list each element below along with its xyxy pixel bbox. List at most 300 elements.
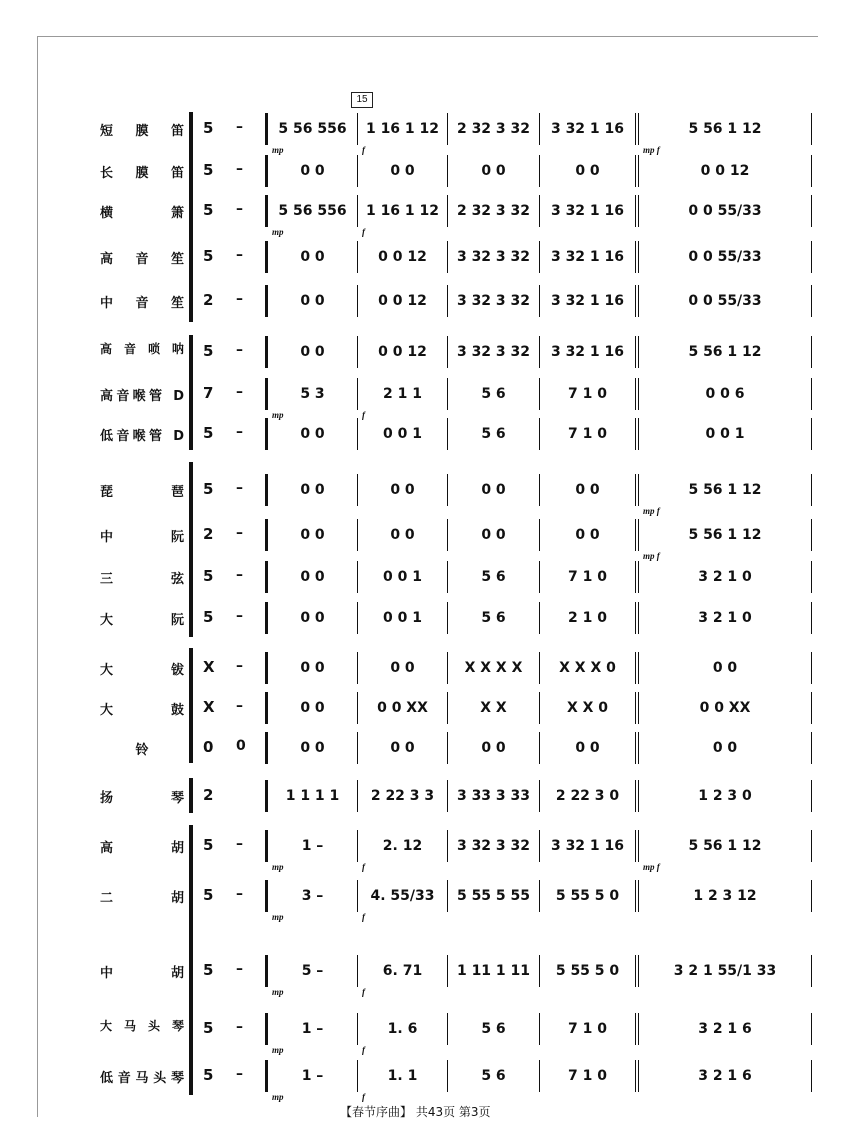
measure-notes: 0 0 bbox=[300, 249, 325, 265]
measure bbox=[539, 602, 635, 634]
measure-notes: 5 55 5 0 bbox=[555, 963, 620, 979]
measure-notes: 1 2 3 12 bbox=[693, 888, 757, 904]
measure-notes: 3 – bbox=[301, 888, 324, 904]
dynamic-marking: mp bbox=[272, 410, 284, 420]
key-note: 0 bbox=[203, 738, 214, 756]
measure-notes: 0 0 bbox=[300, 482, 325, 498]
measure bbox=[539, 418, 635, 450]
measure-notes: X X X 0 bbox=[559, 660, 616, 676]
measure-notes: 7 1 0 bbox=[568, 1068, 607, 1084]
measure bbox=[265, 474, 357, 506]
measure-notes: 0 0 12 bbox=[378, 344, 427, 360]
measure bbox=[447, 519, 539, 551]
measures bbox=[265, 652, 812, 684]
instrument-name: 短 膜 笛 bbox=[100, 124, 184, 139]
measure bbox=[357, 241, 447, 273]
measure-notes: 2 1 0 bbox=[568, 610, 607, 626]
measure bbox=[265, 780, 357, 812]
measure bbox=[635, 474, 812, 516]
measure-notes: 5 56 1 12 bbox=[688, 482, 762, 498]
measure-notes: X X bbox=[480, 700, 507, 716]
measure bbox=[265, 602, 357, 634]
measure-notes: 4. 55/33 bbox=[370, 888, 435, 904]
measure bbox=[357, 1013, 447, 1055]
measure-notes: 0 0 55/33 bbox=[688, 203, 762, 219]
measure-notes: 0 0 XX bbox=[377, 700, 428, 716]
measure-notes: 5 6 bbox=[481, 1068, 506, 1084]
instrument-name: 高 音 唢 呐 bbox=[100, 342, 184, 356]
rest-dash: – bbox=[236, 384, 243, 400]
measures bbox=[265, 113, 812, 155]
key-note: 5 bbox=[203, 342, 214, 360]
measure-notes: 2 22 3 3 bbox=[370, 788, 435, 804]
measure bbox=[265, 155, 357, 187]
rest-dash: – bbox=[236, 525, 243, 541]
measure bbox=[447, 285, 539, 317]
measure bbox=[539, 519, 635, 551]
measure-notes: 7 1 0 bbox=[568, 569, 607, 585]
measure bbox=[357, 285, 447, 317]
measure-notes: 3 2 1 0 bbox=[698, 610, 752, 626]
measure-notes: 2 22 3 0 bbox=[555, 788, 620, 804]
measure-notes: 2 1 1 bbox=[383, 386, 422, 402]
measures bbox=[265, 1013, 812, 1055]
instrument-name: 琵 琶 bbox=[100, 485, 184, 500]
measure-notes: 0 0 bbox=[481, 527, 506, 543]
measure-notes: 1 16 1 12 bbox=[365, 121, 440, 137]
instrument-name: 低音喉管 D bbox=[100, 429, 184, 444]
instrument-name: 大 马 头 琴 bbox=[100, 1019, 184, 1033]
dynamic-marking: f bbox=[362, 145, 365, 155]
measure bbox=[357, 732, 447, 764]
measure-notes: 0 0 bbox=[712, 740, 738, 756]
measure bbox=[539, 692, 635, 724]
rest-dash: – bbox=[236, 480, 243, 496]
measure-notes: 6. 71 bbox=[382, 963, 423, 979]
measure bbox=[265, 652, 357, 684]
measure bbox=[635, 652, 812, 684]
key-note: 5 bbox=[203, 567, 214, 585]
measures bbox=[265, 241, 812, 273]
measure-notes: 5 3 bbox=[300, 386, 325, 402]
measure-notes: 5 56 1 12 bbox=[688, 838, 762, 854]
instrument-name: 中 音 笙 bbox=[100, 296, 184, 311]
instrument-name: 高音喉管 D bbox=[100, 389, 184, 404]
instrument-name: 三 弦 bbox=[100, 572, 184, 587]
measure-notes: 0 0 bbox=[575, 527, 600, 543]
measure bbox=[635, 113, 812, 155]
measure-notes: 0 0 bbox=[481, 163, 506, 179]
measure-notes: 5 56 1 12 bbox=[688, 527, 762, 543]
measure-notes: 3 2 1 0 bbox=[698, 569, 752, 585]
measure bbox=[265, 692, 357, 724]
measure bbox=[539, 732, 635, 764]
rest-dash: – bbox=[236, 961, 243, 977]
instrument-name: 铃 bbox=[135, 743, 149, 758]
measure-notes: 5 6 bbox=[481, 386, 506, 402]
measure-notes: 0 0 bbox=[300, 700, 325, 716]
measure bbox=[635, 195, 812, 227]
measure-notes: 5 6 bbox=[481, 569, 506, 585]
measure-notes: 7 1 0 bbox=[568, 386, 607, 402]
measure bbox=[265, 336, 357, 368]
rest-dash: – bbox=[236, 119, 243, 135]
rest-dash: – bbox=[236, 658, 243, 674]
measure-notes: 0 0 bbox=[300, 293, 325, 309]
rest-dash: 0 bbox=[236, 738, 246, 754]
measure-notes: 0 0 bbox=[712, 660, 738, 676]
measure bbox=[539, 474, 635, 506]
measure bbox=[447, 113, 539, 145]
measure-notes: 0 0 bbox=[300, 344, 325, 360]
measure-notes: 3 32 3 32 bbox=[456, 838, 531, 854]
measure-notes: 0 0 6 bbox=[705, 386, 745, 402]
measure bbox=[447, 830, 539, 862]
dynamic-marking: mp bbox=[272, 1092, 284, 1102]
measure bbox=[635, 602, 812, 634]
instrument-name: 中 阮 bbox=[100, 530, 184, 545]
measure-notes: 3 2 1 6 bbox=[698, 1068, 752, 1084]
measure bbox=[357, 113, 447, 155]
measure-notes: 0 0 bbox=[390, 482, 415, 498]
dynamic-marking: f bbox=[362, 410, 365, 420]
measure bbox=[265, 378, 357, 420]
dynamic-marking: f bbox=[362, 1092, 365, 1102]
measure-notes: 3 32 1 16 bbox=[550, 203, 625, 219]
measure-notes: 1 11 1 11 bbox=[456, 963, 531, 979]
key-note: 5 bbox=[203, 886, 214, 904]
measure bbox=[265, 880, 357, 922]
measure bbox=[635, 155, 812, 187]
measure-notes: 0 0 bbox=[300, 610, 325, 626]
measure bbox=[357, 880, 447, 922]
key-note: 2 bbox=[203, 786, 214, 804]
measure-notes: 0 0 1 bbox=[383, 426, 422, 442]
measure bbox=[447, 155, 539, 187]
dynamic-marking: mp bbox=[272, 145, 284, 155]
measure-notes: 3 32 1 16 bbox=[550, 344, 625, 360]
key-note: 5 bbox=[203, 1066, 214, 1084]
measure-notes: 5 56 1 12 bbox=[688, 344, 762, 360]
measure-notes: X X X X bbox=[464, 660, 523, 676]
measure bbox=[447, 955, 539, 987]
measure-notes: 3 32 3 32 bbox=[456, 344, 531, 360]
measure bbox=[357, 195, 447, 237]
measure-notes: 0 0 12 bbox=[378, 249, 427, 265]
measure-notes: 5 56 556 bbox=[278, 121, 347, 137]
measure bbox=[635, 1013, 812, 1045]
measure-notes: 0 0 XX bbox=[699, 700, 751, 716]
measure bbox=[357, 474, 447, 506]
measure-notes: 1. 1 bbox=[387, 1068, 418, 1084]
measures bbox=[265, 155, 812, 187]
measure bbox=[447, 1013, 539, 1045]
measure bbox=[635, 955, 812, 987]
instrument-name: 低音马头琴 bbox=[100, 1071, 184, 1086]
rest-dash: – bbox=[236, 698, 243, 714]
measures bbox=[265, 1060, 812, 1102]
key-note: 5 bbox=[203, 119, 214, 137]
rest-dash: – bbox=[236, 836, 243, 852]
measure bbox=[357, 155, 447, 187]
measure bbox=[357, 830, 447, 872]
measure bbox=[265, 241, 357, 273]
measure bbox=[635, 241, 812, 273]
group-bracket-yangqin bbox=[189, 778, 193, 813]
measure-notes: 0 0 bbox=[300, 163, 325, 179]
measures bbox=[265, 519, 812, 561]
group-bracket-percussion bbox=[189, 648, 193, 763]
measure bbox=[357, 1060, 447, 1102]
measure-notes: 3 32 3 32 bbox=[456, 249, 531, 265]
measure bbox=[447, 378, 539, 410]
measure bbox=[357, 602, 447, 634]
measure-notes: 1 1 1 1 bbox=[285, 788, 340, 804]
dynamic-marking: mp bbox=[272, 1045, 284, 1055]
measure bbox=[357, 336, 447, 368]
group-bracket-reeds bbox=[189, 335, 193, 450]
measure bbox=[539, 830, 635, 862]
key-note: 7 bbox=[203, 384, 214, 402]
measures bbox=[265, 780, 812, 812]
measure bbox=[635, 780, 812, 812]
measure bbox=[635, 561, 812, 593]
rest-dash: – bbox=[236, 1019, 243, 1035]
rest-dash: – bbox=[236, 424, 243, 440]
measures bbox=[265, 955, 812, 997]
measure bbox=[447, 241, 539, 273]
measure-notes: 5 – bbox=[301, 963, 324, 979]
instrument-name: 大 阮 bbox=[100, 613, 184, 628]
measure bbox=[635, 692, 812, 724]
measure bbox=[539, 155, 635, 187]
dynamic-marking: mp bbox=[272, 862, 284, 872]
measures bbox=[265, 195, 812, 237]
measure-notes: 3 2 1 55/1 33 bbox=[673, 963, 777, 979]
measure bbox=[447, 418, 539, 450]
rest-dash: – bbox=[236, 201, 243, 217]
measure-notes: 0 0 bbox=[300, 527, 325, 543]
rehearsal-mark: 15 bbox=[351, 92, 373, 108]
measure-notes: 0 0 bbox=[390, 740, 415, 756]
measures bbox=[265, 285, 812, 317]
measure bbox=[447, 880, 539, 912]
measure-notes: 5 6 bbox=[481, 610, 506, 626]
key-note: 5 bbox=[203, 424, 214, 442]
rest-dash: – bbox=[236, 886, 243, 902]
measure bbox=[539, 955, 635, 987]
measure bbox=[635, 880, 812, 912]
measure bbox=[447, 561, 539, 593]
instrument-name: 长 膜 笛 bbox=[100, 166, 184, 181]
rest-dash: – bbox=[236, 567, 243, 583]
measures bbox=[265, 732, 812, 764]
key-note: X bbox=[203, 658, 215, 676]
measure-notes: 0 0 1 bbox=[705, 426, 745, 442]
measure-notes: 0 0 1 bbox=[383, 569, 422, 585]
measure bbox=[447, 652, 539, 684]
measure-notes: 1 16 1 12 bbox=[365, 203, 440, 219]
measure-notes: 1 – bbox=[301, 1068, 324, 1084]
instrument-name: 大 钹 bbox=[100, 663, 184, 678]
measure bbox=[635, 732, 812, 764]
measure-notes: 0 0 bbox=[390, 660, 415, 676]
measure-notes: 0 0 bbox=[481, 482, 506, 498]
measure bbox=[265, 561, 357, 593]
measure-notes: 0 0 bbox=[575, 740, 600, 756]
measure bbox=[357, 955, 447, 997]
measure-notes: 3 32 3 32 bbox=[456, 293, 531, 309]
measure bbox=[357, 519, 447, 551]
measure bbox=[265, 955, 357, 997]
measures bbox=[265, 602, 812, 634]
measure-notes: 1 2 3 0 bbox=[698, 788, 752, 804]
measure bbox=[447, 692, 539, 724]
measure-notes: 2. 12 bbox=[382, 838, 423, 854]
measure bbox=[265, 418, 357, 450]
measure-notes: 3 32 1 16 bbox=[550, 838, 625, 854]
measure bbox=[635, 378, 812, 410]
measure-notes: 2 32 3 32 bbox=[456, 203, 531, 219]
rest-dash: – bbox=[236, 342, 243, 358]
key-note: 5 bbox=[203, 161, 214, 179]
instrument-name: 大 鼓 bbox=[100, 703, 184, 718]
measure bbox=[539, 336, 635, 368]
instrument-name: 扬 琴 bbox=[100, 791, 184, 806]
measure bbox=[447, 336, 539, 368]
rest-dash: – bbox=[236, 161, 243, 177]
measure-notes: 7 1 0 bbox=[568, 426, 607, 442]
measure bbox=[539, 241, 635, 273]
dynamic-marking: f bbox=[362, 227, 365, 237]
measures bbox=[265, 418, 812, 450]
measure-notes: 3 2 1 6 bbox=[698, 1021, 752, 1037]
rest-dash: – bbox=[236, 608, 243, 624]
key-note: 5 bbox=[203, 1019, 214, 1037]
measure-notes: 5 6 bbox=[481, 1021, 506, 1037]
measures bbox=[265, 561, 812, 593]
instrument-name: 高 胡 bbox=[100, 841, 184, 856]
rest-dash: – bbox=[236, 291, 243, 307]
measure-notes: 5 55 5 55 bbox=[456, 888, 531, 904]
dynamic-marking: mp f bbox=[643, 145, 660, 155]
measure-notes: 2 32 3 32 bbox=[456, 121, 531, 137]
measure-notes: 7 1 0 bbox=[568, 1021, 607, 1037]
instrument-name: 高 音 笙 bbox=[100, 252, 184, 267]
key-note: 5 bbox=[203, 201, 214, 219]
measures bbox=[265, 692, 812, 724]
measure-notes: 0 0 bbox=[575, 163, 600, 179]
measure bbox=[357, 780, 447, 812]
page-footer: 【春节序曲】 共43页 第3页 bbox=[340, 1105, 491, 1119]
measure bbox=[265, 113, 357, 155]
key-note: 5 bbox=[203, 247, 214, 265]
measure-notes: 0 0 bbox=[575, 482, 600, 498]
measure-notes: 0 0 bbox=[390, 527, 415, 543]
measure bbox=[357, 378, 447, 420]
measures bbox=[265, 378, 812, 420]
instrument-name: 横 箫 bbox=[100, 206, 184, 221]
measure-notes: 5 6 bbox=[481, 426, 506, 442]
dynamic-marking: f bbox=[362, 912, 365, 922]
measure-notes: X X 0 bbox=[566, 700, 609, 716]
group-bracket-strings bbox=[189, 825, 193, 1095]
measure bbox=[447, 732, 539, 764]
measure bbox=[635, 830, 812, 872]
measure bbox=[357, 652, 447, 684]
measure bbox=[265, 1060, 357, 1102]
instrument-name: 二 胡 bbox=[100, 891, 184, 906]
measure bbox=[539, 1013, 635, 1045]
measure bbox=[265, 285, 357, 317]
dynamic-marking: mp f bbox=[643, 506, 660, 516]
measure-notes: 0 0 bbox=[481, 740, 506, 756]
measure-notes: 0 0 bbox=[300, 569, 325, 585]
dynamic-marking: mp bbox=[272, 987, 284, 997]
measure bbox=[635, 285, 812, 317]
measure bbox=[635, 336, 812, 368]
measure-notes: 0 0 12 bbox=[700, 163, 750, 179]
measure-notes: 1 – bbox=[301, 1021, 324, 1037]
instrument-name: 中 胡 bbox=[100, 966, 184, 981]
measure bbox=[635, 418, 812, 450]
measure-notes: 0 0 bbox=[300, 660, 325, 676]
measure-notes: 3 33 3 33 bbox=[456, 788, 531, 804]
measure-notes: 0 0 12 bbox=[378, 293, 427, 309]
dynamic-marking: mp bbox=[272, 227, 284, 237]
measure bbox=[447, 780, 539, 812]
measure bbox=[265, 519, 357, 551]
dynamic-marking: mp f bbox=[643, 862, 660, 872]
measure-notes: 0 0 bbox=[300, 426, 325, 442]
measure-notes: 0 0 bbox=[300, 740, 325, 756]
measure bbox=[539, 780, 635, 812]
measure-notes: 5 56 1 12 bbox=[688, 121, 762, 137]
measure bbox=[539, 378, 635, 410]
measures bbox=[265, 474, 812, 516]
measure bbox=[357, 561, 447, 593]
measure-notes: 0 0 55/33 bbox=[688, 249, 762, 265]
measure bbox=[539, 652, 635, 684]
measure bbox=[447, 195, 539, 227]
group-bracket-plucked bbox=[189, 462, 193, 637]
measure bbox=[539, 113, 635, 145]
measure-notes: 0 0 1 bbox=[383, 610, 422, 626]
key-note: 5 bbox=[203, 961, 214, 979]
measure bbox=[265, 830, 357, 872]
measure bbox=[539, 195, 635, 227]
measures bbox=[265, 336, 812, 368]
measure bbox=[635, 1060, 812, 1092]
measure-notes: 0 0 bbox=[390, 163, 415, 179]
key-note: X bbox=[203, 698, 215, 716]
rest-dash: – bbox=[236, 247, 243, 263]
dynamic-marking: f bbox=[362, 1045, 365, 1055]
measure bbox=[539, 1060, 635, 1092]
dynamic-marking: mp f bbox=[643, 551, 660, 561]
measures bbox=[265, 830, 812, 872]
measure bbox=[357, 418, 447, 450]
measure-notes: 3 32 1 16 bbox=[550, 293, 625, 309]
dynamic-marking: f bbox=[362, 987, 365, 997]
key-note: 2 bbox=[203, 291, 214, 309]
dynamic-marking: mp bbox=[272, 912, 284, 922]
measure bbox=[265, 195, 357, 237]
measure-notes: 5 55 5 0 bbox=[555, 888, 620, 904]
key-note: 5 bbox=[203, 608, 214, 626]
measure-notes: 3 32 1 16 bbox=[550, 121, 625, 137]
measure bbox=[447, 1060, 539, 1092]
